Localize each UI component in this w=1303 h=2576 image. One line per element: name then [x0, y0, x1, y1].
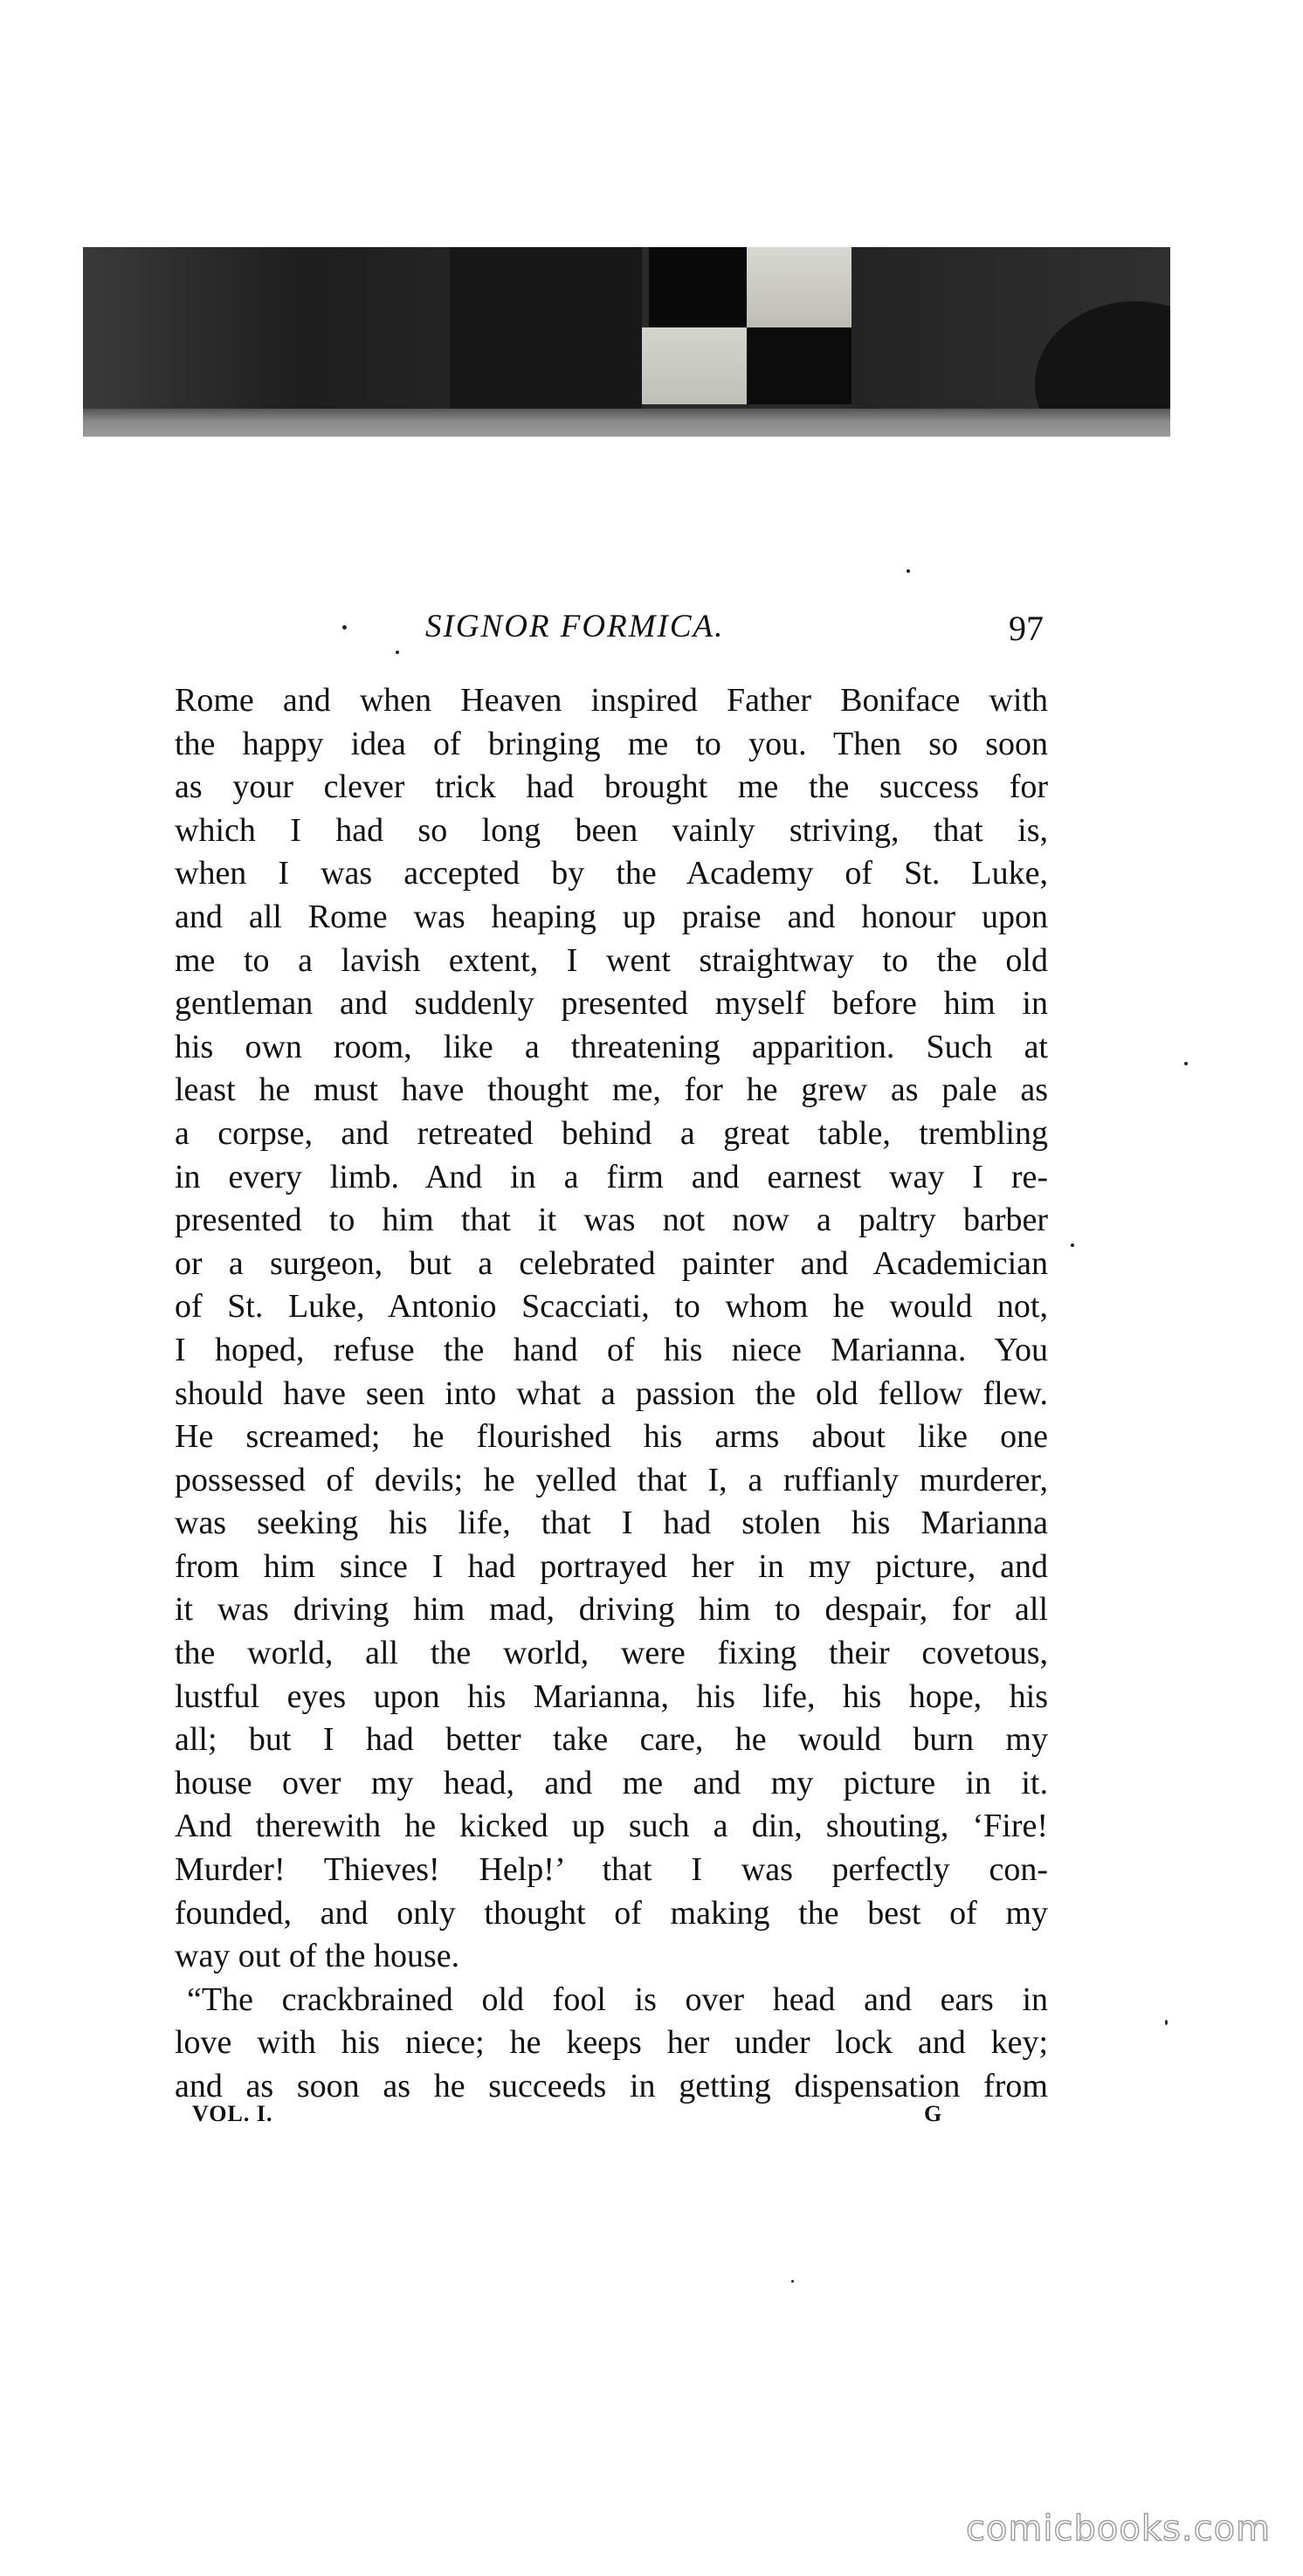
- text-line: Rome and when Heaven inspired Father Boniface with: [175, 682, 1048, 719]
- text-line: which I had so long been vainly striving, that is,: [175, 811, 1048, 849]
- text-line: Murder! Thieves! Help!’ that I was perfectly con-: [175, 1851, 1048, 1889]
- photo-wall-left: [83, 247, 450, 409]
- running-title: SIGNOR FORMICA.: [425, 609, 725, 644]
- photo-ground: [83, 409, 1170, 437]
- photo-window-pane: [747, 247, 851, 327]
- text-line: least he must have thought me, for he grew as pale as: [175, 1071, 1048, 1109]
- text-line: when I was accepted by the Academy of St. Luke,: [175, 855, 1048, 892]
- text-line: or a surgeon, but a celebrated painter and Academician: [175, 1244, 1048, 1282]
- text-line: “The crackbrained old fool is over head and ears in: [187, 1980, 1048, 2018]
- watermark: [966, 2509, 1280, 2552]
- text-line: a corpse, and retreated behind a great table, trembling: [175, 1114, 1048, 1152]
- text-line: founded, and only thought of making the best of my: [175, 1894, 1048, 1932]
- text-line: lustful eyes upon his Marianna, his life, his hope, his: [175, 1677, 1048, 1715]
- text-line: should have seen into what a passion the old fellow flew.: [175, 1374, 1048, 1412]
- page-body-text: [175, 679, 1048, 2109]
- text-line: as your clever trick had brought me the success for: [175, 768, 1048, 806]
- text-line: He screamed; he flourished his arms about like one: [175, 1418, 1048, 1456]
- scan-speck: [1184, 1062, 1188, 1065]
- text-line: the happy idea of bringing me to you. Then so soon: [175, 725, 1048, 762]
- text-line: was seeking his life, that I had stolen his Marianna: [175, 1505, 1048, 1542]
- volume-label: VOL. I.: [192, 2101, 273, 2126]
- text-line: love with his niece; he keeps her under lock and key;: [175, 2024, 1048, 2062]
- text-line: and all Rome was heaping up praise and honour upon: [175, 898, 1048, 935]
- photo-window-pane: [747, 327, 851, 404]
- photo-window-pane: [642, 327, 747, 404]
- scan-speck: [1165, 2020, 1168, 2025]
- photo-dark-block: [450, 247, 642, 409]
- scan-speck: [791, 2280, 794, 2283]
- text-line: it was driving him mad, driving him to despair, for all: [175, 1591, 1048, 1629]
- text-line: way out of the house.: [175, 1938, 460, 1975]
- watermark-text: comicbooks.com: [966, 2509, 1272, 2549]
- text-line: from him since I had portrayed her in my picture, and: [175, 1547, 1048, 1585]
- signature-mark: G: [924, 2101, 942, 2126]
- text-line: And therewith he kicked up such a din, shouting, ‘Fire!: [175, 1808, 1048, 1845]
- page-number: 97: [1009, 609, 1044, 648]
- text-line: I hoped, refuse the hand of his niece Marianna. You: [175, 1331, 1048, 1368]
- text-line: me to a lavish extent, I went straightway to the old: [175, 941, 1048, 979]
- text-line: house over my head, and me and my picture in it.: [175, 1764, 1048, 1801]
- text-line: gentleman and suddenly presented myself before him in: [175, 985, 1048, 1023]
- text-line: the world, all the world, were fixing their covetous,: [175, 1635, 1048, 1672]
- header-photo-fragment: [83, 247, 1170, 437]
- text-line: possessed of devils; he yelled that I, a ruffianly murderer,: [175, 1461, 1048, 1498]
- text-line: in every limb. And in a firm and earnest way I re-: [175, 1158, 1048, 1195]
- text-line: of St. Luke, Antonio Scacciati, to whom he would not,: [175, 1288, 1048, 1326]
- text-line: and as soon as he succeeds in getting dispensation from: [175, 2068, 1048, 2104]
- text-line: his own room, like a threatening apparition. Such at: [175, 1028, 1048, 1065]
- running-head: [175, 608, 1048, 651]
- text-line: all; but I had better take care, he would burn my: [175, 1721, 1048, 1759]
- scan-speck: [907, 569, 910, 573]
- photo-window-pane: [649, 247, 747, 327]
- page-footer: [192, 2101, 978, 2136]
- scan-speck: [1071, 1243, 1074, 1247]
- text-line: presented to him that it was not now a paltry barber: [175, 1202, 1048, 1239]
